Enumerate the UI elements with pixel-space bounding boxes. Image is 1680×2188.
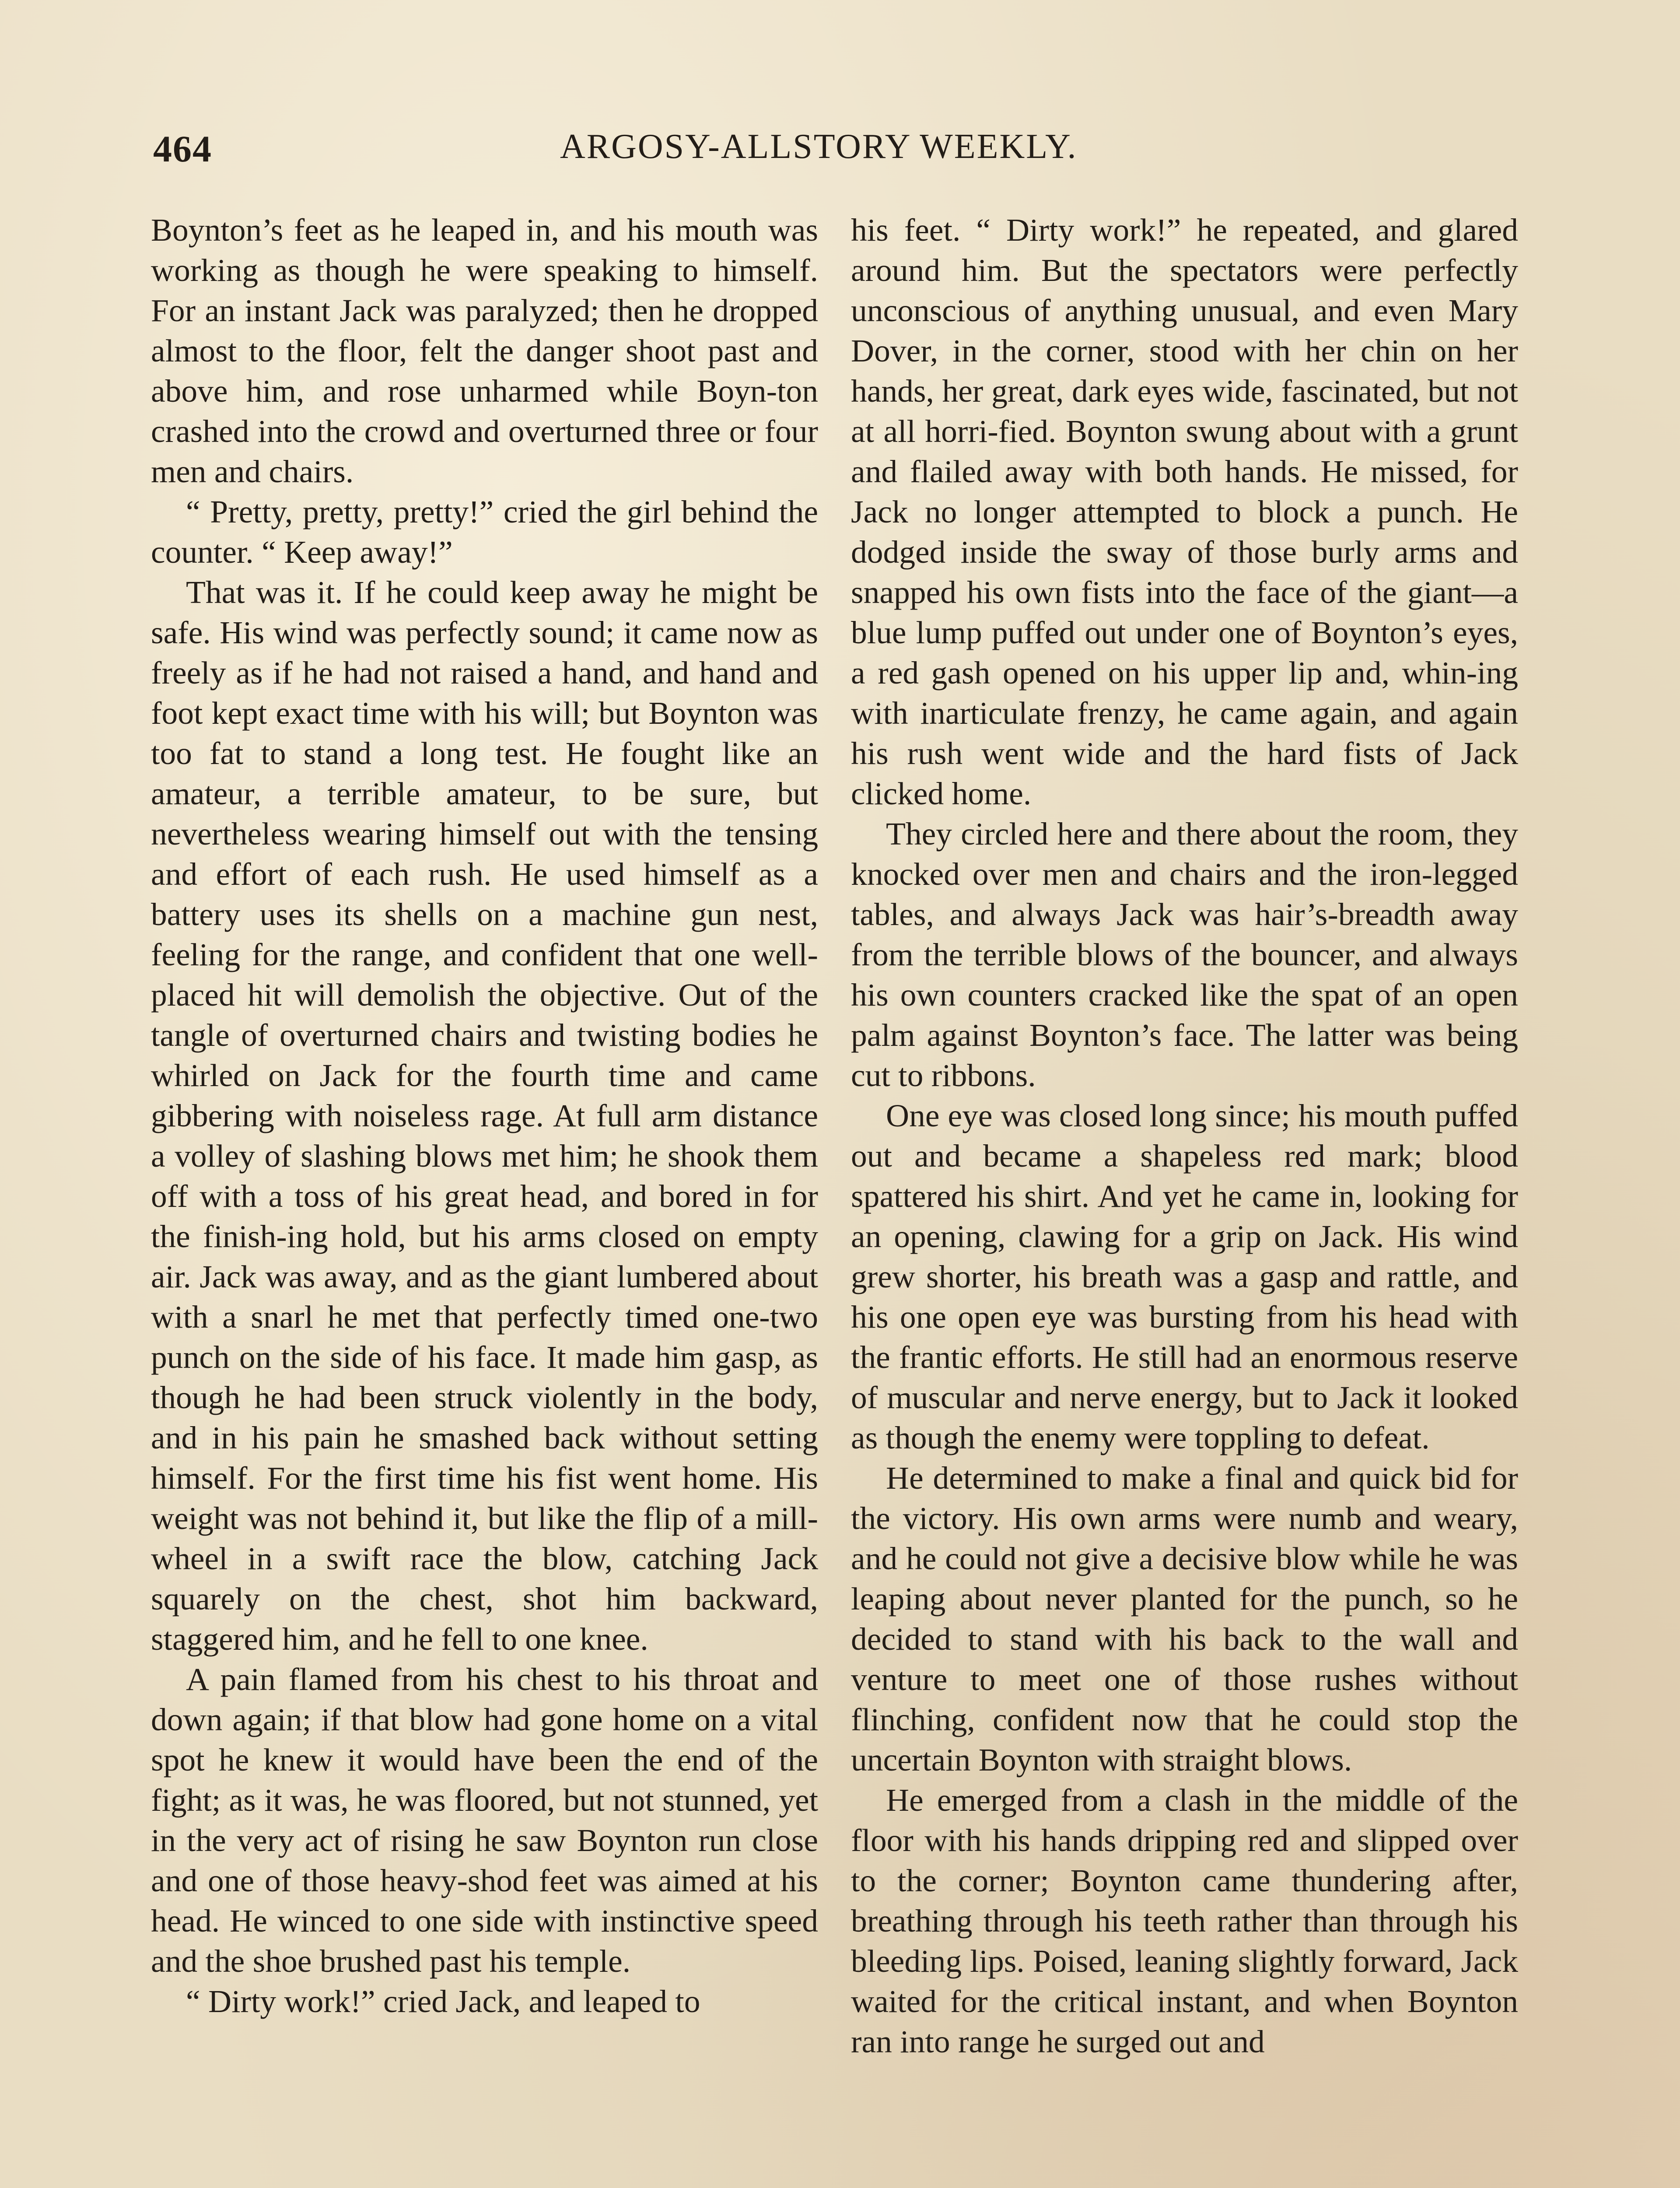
running-head: ARGOSY-ALLSTORY WEEKLY. xyxy=(560,127,1078,166)
paragraph: He emerged from a clash in the middle of the floor with his hands dripping red and slipped over to the corner; Boynton came thundering after, breathing through his teeth rather than through his bleeding lips. Poised, leaning slightly forward, Jack waited for the critical instant, and when Boynton ran into range he surged out and xyxy=(851,1782,1518,2059)
page-number: 464 xyxy=(153,128,212,170)
paragraph: Boynton’s feet as he leaped in, and his mouth was working as though he were speaking to himself. For an instant Jack was paralyzed; then he dropped almost to the floor, felt the danger shoot past and above him, and rose unharmed while Boyn-ton crashed into the crowd and overturned three or four men and chairs. xyxy=(151,212,818,489)
paragraph: That was it. If he could keep away he might be safe. His wind was perfectly sound; it came now as freely as if he had not raised a hand, and hand and foot kept exact time with his will; but Boynton was too fat to stand a long test. He fought like an amateur, a terrible amateur, to be sure, but nevertheless wearing himself out with the tensing and effort of each rush. He used himself as a battery uses its shells on a machine gun nest, feeling for the range, and confident that one well-placed hit will demolish the objective. Out of the tangle of overturned chairs and twisting bodies he whirled on Jack for the fourth time and came gibbering with noiseless rage. At full arm distance a volley of slashing blows met him; he shook them off with a toss of his great head, and bored in for the finish-ing hold, but his arms closed on empty air. Jack was away, and as the giant lumbered about with a snarl he met that perfectly timed one-two punch on the side of his face. It made him gasp, as though he had been struck violently in the body, and in his pain he smashed back without setting himself. For the first time his fist went home. His weight was not behind it, but like the flip of a mill-wheel in a swift race the blow, catching Jack squarely on the chest, shot him backward, staggered him, and he fell to one knee. xyxy=(151,575,818,1657)
paragraph: A pain flamed from his chest to his throat and down again; if that blow had gone home on a vital spot he knew it would have been the end of the fight; as it was, he was floored, but not stunned, yet in the very act of rising he saw Boynton run close and one of those heavy-shod feet was aimed at his head. He winced to one side with instinctive speed and the shoe brushed past his temple. xyxy=(151,1662,818,1979)
paragraph: One eye was closed long since; his mouth puffed out and became a shapeless red mark; blood spattered his shirt. And yet he came in, looking for an opening, clawing for a grip on Jack. His wind grew shorter, his breath was a gasp and rattle, and his one open eye was bursting from his head with the frantic efforts. He still had an enormous reserve of muscular and nerve energy, but to Jack it looked as though the enemy were toppling to defeat. xyxy=(851,1098,1518,1455)
page-header xyxy=(153,127,1116,175)
paragraph: “ Dirty work!” cried Jack, and leaped to xyxy=(186,1984,700,2019)
paragraph: “ Pretty, pretty, pretty!” cried the girl behind the counter. “ Keep away!” xyxy=(151,494,818,570)
left-column xyxy=(151,210,818,2022)
paragraph: He determined to make a final and quick bid for the victory. His own arms were numb and weary, and he could not give a decisive blow while he was leaping about never planted for the punch, so he decided to stand with his back to the wall and venture to meet one of those rushes without flinching, confident now that he could stop the uncertain Boynton with straight blows. xyxy=(851,1460,1518,1778)
paragraph: They circled here and there about the room, they knocked over men and chairs and the iron-legged tables, and always Jack was hair’s-breadth away from the terrible blows of the bouncer, and always his own counters cracked like the spat of an open palm against Boynton’s face. The latter was being cut to ribbons. xyxy=(851,816,1518,1093)
paragraph: his feet. “ Dirty work!” he repeated, and glared around him. But the spectators were perfectly unconscious of anything unusual, and even Mary Dover, in the corner, stood with her chin on her hands, her great, dark eyes wide, fascinated, but not at all horri-fied. Boynton swung about with a grunt and flailed away with both hands. He missed, for Jack no longer attempted to block a punch. He dodged inside the sway of those burly arms and snapped his own fists into the face of the giant—a blue lump puffed out under one of Boynton’s eyes, a red gash opened on his upper lip and, whin-ing with inarticulate frenzy, he came again, and again his rush went wide and the hard fists of Jack clicked home. xyxy=(851,212,1518,811)
right-column xyxy=(851,210,1518,2062)
